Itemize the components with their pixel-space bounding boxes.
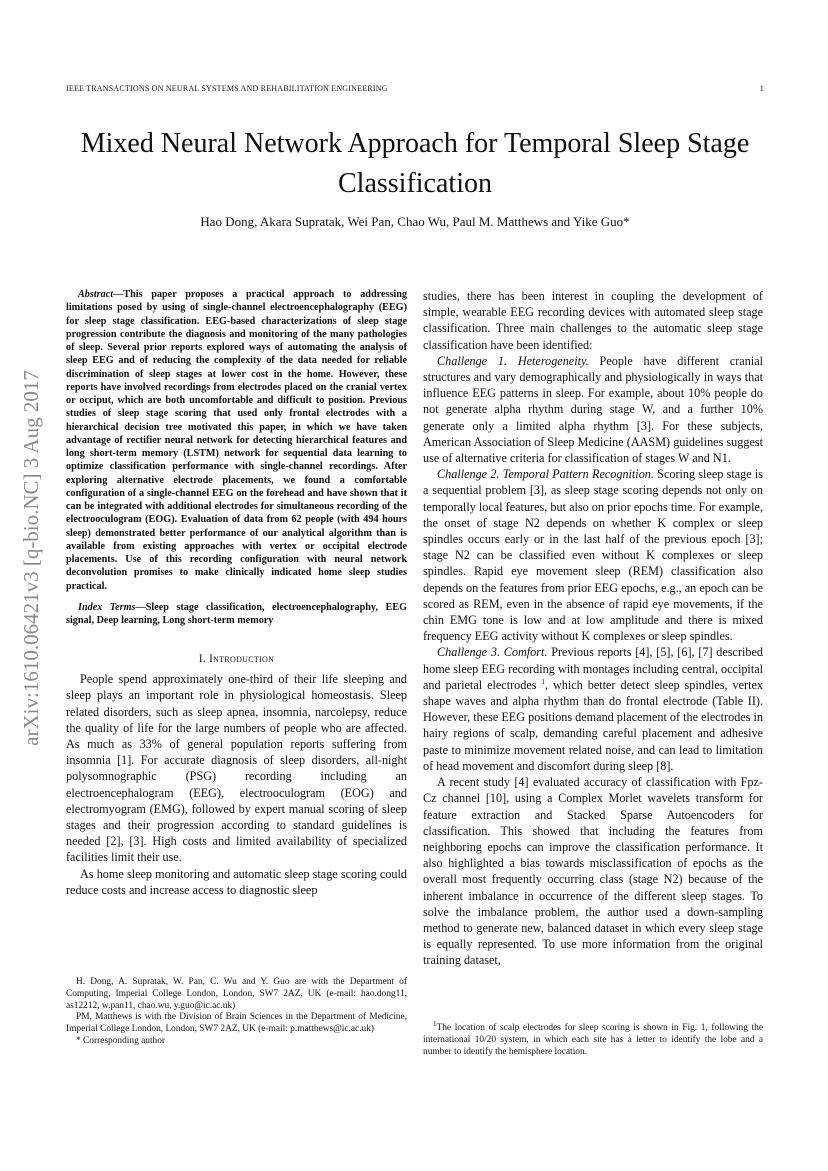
electrode-footnote <box>423 1019 763 1058</box>
intro-paragraph-1: People spend approximately one-third of their life sleeping and sleep plays an important role in physiological homeostasis. Sleep related disorders, such as sleep apnea, insomnia, narcolepsy, reduce the quality of life for the large numbers of people who are affected. As much as 33% of general population reports suffering from insomnia [1]. For accurate diagnosis of sleep disorders, all-night polysomnographic (PSG) recording including an electroencephalogram (EEG), electrooculogram (EOG) and electromyogram (EMG), followed by expert manual scoring of sleep stages and their progression according to standard guidelines is needed [2], [3]. High costs and limited availability of specialized facilities limit their use. <box>66 672 407 865</box>
challenge-3-lead: Challenge 3. Comfort. <box>437 645 548 660</box>
author-list: Hao Dong, Akara Supratak, Wei Pan, Chao Wu, Paul M. Matthews and Yike Guo* <box>200 214 630 229</box>
section-number: I. <box>198 653 206 666</box>
challenge-2-text: Scoring sleep stage is a sequential problem [3], as sleep stage scoring depends not only on temporally local features, but also on prior epochs time. For example, the onset of stage N2 depends on whether K complex or sleep spindles occurs early or in the last half of the previous epoch [3]; stage N2 can be classified even without K complexes or sleep spindles. Rapid eye movement sleep (REM) classification also depends on the features from prior EEG epochs, e.g., an epoch can be scored as REM, even in the absence of rapid eye movements, if the chin EMG tone is low and at low amplitude and there is mixed frequency EEG activity without K complexes or sleep spindles. <box>423 467 763 644</box>
abstract-text: —This paper proposes a practical approach to addressing limitations posed by using of single-channel electroencephalography (EEG) for sleep stage classification. EEG-based characterizations of sleep stage progression contribute the diagnosis and monitoring of the many pathologies of sleep. Several prior reports explored ways of automating the analysis of sleep EEG and of reducing the complexity of the data needed for reliable discrimination of sleep stages at lower cost in the home. However, these reports have involved recordings from electrodes placed on the cranial vertex or occiput, which are both uncomfortable and difficult to position. Previous studies of sleep stage scoring that used only frontal electrodes with a hierarchical decision tree motivated this paper, in which we have taken advantage of rectifier neural network for detecting hierarchical features and long short-term memory (LSTM) network for sequential data learning to optimize classification performance with single-channel recordings. After exploring alternative electrode placements, we found a comfortable configuration of a single-channel EEG on the forehead and have shown that it can be integrated with additional electrodes for simultaneous recording of the electrooculogram (EOG). Evaluation of data from 62 people (with 494 hours sleep) demonstrated better performance of our analytical algorithm than is available from existing approaches with vertex or occipital electrode placements. Use of this recording configuration with neural network deconvolution promises to make clinically indicated home sleep studies practical. <box>66 289 407 592</box>
footnote-affiliation-2: PM, Matthews is with the Division of Brain Sciences in the Department of Medicine, Imperial College London, London, SW7 2AZ, UK (e-mail: p.matthews@ic.ac.uk) <box>66 1012 407 1035</box>
challenge-1-text: People have different cranial structures and vary demographically and physiologically in ways that influence EEG patterns in sleep. For example, about 10% people do not generate alpha rhythm during stage W, and a further 10% generate only a limited alpha rhythm [3]. For these subjects, American Association of Sleep Medicine (AASM) guidelines suggest use of alternative criteria for classification of stages W and N1. <box>423 353 763 466</box>
index-terms-lead: Index Terms <box>78 601 136 613</box>
arxiv-identifier: arXiv:1610.06421v3 [q-bio.NC] 3 Aug 2017 <box>19 370 43 746</box>
abstract <box>66 288 407 593</box>
affiliation-footnotes <box>66 977 407 1048</box>
challenge-2-paragraph <box>423 466 763 644</box>
electrode-footnote-text <box>423 1019 763 1058</box>
journal-name: IEEE TRANSACTIONS ON NEURAL SYSTEMS AND REHABILITATION ENGINEERING <box>66 84 388 93</box>
challenge-3-text-a: Previous reports [4], [5], [6], [7] described home sleep EEG recording with montages including central, occipital and parietal electrodes <box>423 645 763 692</box>
challenge-1-paragraph <box>423 353 763 466</box>
intro-continuation: studies, there has been interest in coupling the development of simple, wearable EEG recording devices with automated sleep stage classification. Three main challenges to the automatic sleep stage classification have been identified: <box>423 289 763 352</box>
index-terms <box>66 601 407 628</box>
title-block <box>66 124 764 230</box>
challenge-3-paragraph <box>423 644 763 774</box>
page-number: 1 <box>759 84 764 93</box>
section-heading <box>66 653 407 665</box>
challenge-3-text-b: , which better detect sleep spindles, vertex shape waves and alpha rhythm than do frontal electrode (Table II). However, these EEG positions demand placement of the electrodes in hairy regions of scalp, demanding careful placement and adhesive paste to minimize movement related noise, and can lead to limitation of head movement and discomfort during sleep [8]. <box>423 677 763 773</box>
footnote-corresponding: * Corresponding author <box>76 1035 166 1046</box>
arxiv-stamp <box>19 302 43 814</box>
intro-paragraph-2: As home sleep monitoring and automatic sleep stage scoring could reduce costs and increase access to diagnostic sleep <box>66 866 407 897</box>
electrode-footnote-mark: 1 <box>433 1019 437 1028</box>
running-header <box>66 84 764 93</box>
footnote-affiliation-1: H. Dong, A. Supratak, W. Pan, C. Wu and Y. Guo are with the Department of Computing, Imperial College London, London, SW7 2AZ, UK (e-mail: hao.dong11, as12212, w.pan11, chao.wu, y.guo@ic.ac.uk) <box>66 977 407 1011</box>
right-column <box>423 288 763 969</box>
section-title: Introduction <box>209 653 275 666</box>
recent-study-paragraph: A recent study [4] evaluated accuracy of classification with Fpz-Cz channel [10], using a Complex Morlet wavelets transform for feature extraction and Stacked Sparse Autoencoders for classification. This showed that including the features from neighboring epochs can improve the classification performance. It also highlighted a bias towards misclassification of epochs as the overall most frequently occurring class (stage N2) because of the inherent imbalance in occurrence of the different sleep stages. To solve the imbalance problem, the author used a down-sampling method to generate new, balanced dataset in which every sleep stage is equally represented. To use more information from the original training dataset, <box>423 775 763 968</box>
paper-title: Mixed Neural Network Approach for Temporal Sleep Stage Classification <box>80 128 750 199</box>
left-column <box>66 288 407 898</box>
abstract-lead: Abstract <box>78 289 114 300</box>
footnote-marker[interactable]: 1 <box>541 677 545 686</box>
index-terms-text: —Sleep stage classification, electroencephalography, EEG signal, Deep learning, Long short-term memory <box>66 601 407 626</box>
challenge-2-lead: Challenge 2. Temporal Pattern Recognition. <box>437 467 654 482</box>
electrode-footnote-body: The location of scalp electrodes for sleep scoring is shown in Fig. 1, following the international 10/20 system, in which each site has a letter to identify the lobe and a number to identify the hemisphere location. <box>423 1023 763 1057</box>
challenge-1-lead: Challenge 1. Heterogeneity. <box>437 353 589 368</box>
